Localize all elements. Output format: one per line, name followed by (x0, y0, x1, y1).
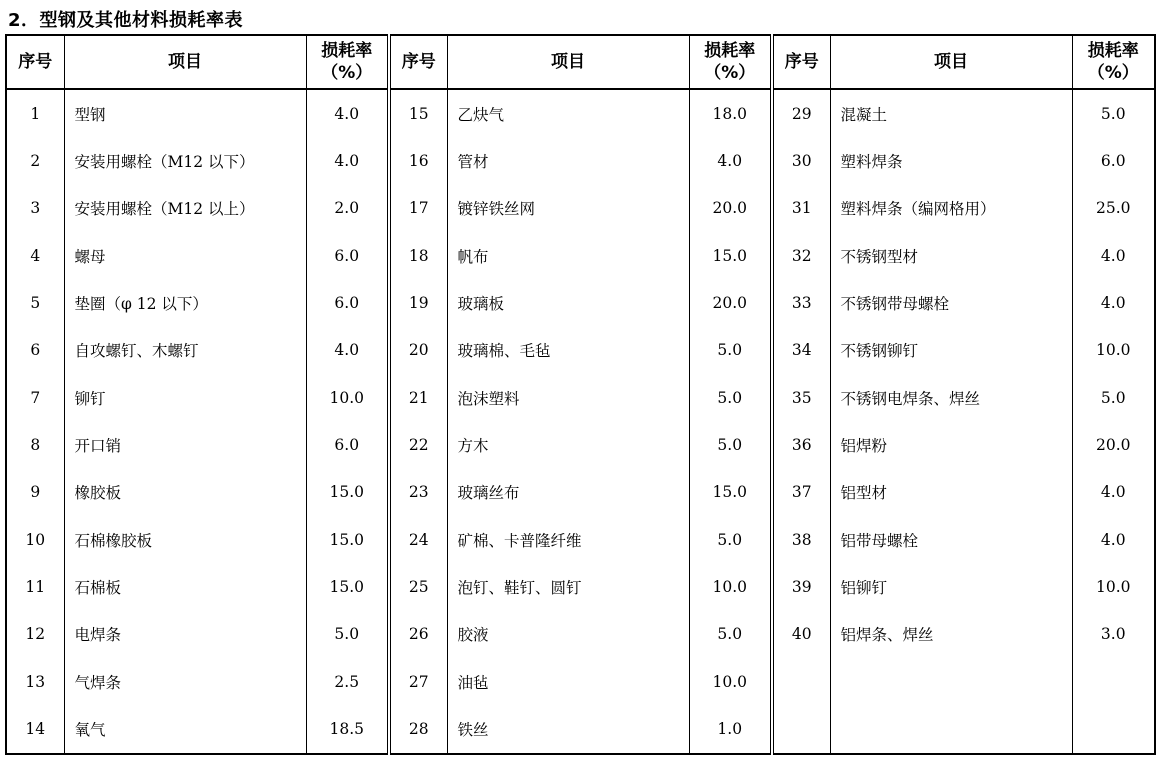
loss-rate: 4.0 (1072, 516, 1155, 563)
row-number: 40 (772, 611, 830, 658)
item-name: 泡沫塑料 (447, 374, 689, 421)
item-name: 油毡 (447, 658, 689, 705)
row-number: 27 (389, 658, 447, 705)
item-name: 氧气 (64, 705, 306, 754)
item-name: 玻璃丝布 (447, 469, 689, 516)
header-rate (1072, 35, 1155, 89)
row-number: 30 (772, 137, 830, 184)
item-name: 气焊条 (64, 658, 306, 705)
header-rate-label: 损耗率 (704, 41, 756, 61)
row-number: 24 (389, 516, 447, 563)
item-name: 不锈钢带母螺栓 (830, 279, 1072, 326)
row-number: 12 (6, 611, 64, 658)
item-name: 铝型材 (830, 469, 1072, 516)
item-name: 帆布 (447, 232, 689, 279)
loss-rate: 15.0 (306, 516, 389, 563)
item-name: 混凝土 (830, 89, 1072, 137)
row-number: 38 (772, 516, 830, 563)
item-name: 胶液 (447, 611, 689, 658)
row-number: 17 (389, 185, 447, 232)
loss-rate: 6.0 (1072, 137, 1155, 184)
loss-rate: 2.5 (306, 658, 389, 705)
item-name: 不锈钢铆钉 (830, 327, 1072, 374)
row-number: 13 (6, 658, 64, 705)
item-name: 塑料焊条 (830, 137, 1072, 184)
loss-rate: 20.0 (689, 185, 772, 232)
row-number: 21 (389, 374, 447, 421)
loss-rate (1072, 705, 1155, 754)
row-number: 33 (772, 279, 830, 326)
loss-rate: 4.0 (1072, 279, 1155, 326)
item-name: 铝焊条、焊丝 (830, 611, 1072, 658)
row-number: 22 (389, 421, 447, 468)
loss-rate: 3.0 (1072, 611, 1155, 658)
loss-rate: 5.0 (689, 421, 772, 468)
header-rate (306, 35, 389, 89)
item-name: 开口销 (64, 421, 306, 468)
row-number: 4 (6, 232, 64, 279)
header-rate (689, 35, 772, 89)
loss-rate: 2.0 (306, 185, 389, 232)
table-row (6, 658, 1155, 705)
header-rate-unit: （%） (1087, 63, 1139, 83)
item-name: 乙炔气 (447, 89, 689, 137)
loss-rate: 6.0 (306, 279, 389, 326)
item-name: 石棉橡胶板 (64, 516, 306, 563)
table-row (6, 327, 1155, 374)
row-number: 29 (772, 89, 830, 137)
table-row (6, 185, 1155, 232)
loss-rate: 20.0 (689, 279, 772, 326)
loss-rate (1072, 658, 1155, 705)
row-number: 34 (772, 327, 830, 374)
item-name: 垫圈（φ 12 以下） (64, 279, 306, 326)
row-number: 37 (772, 469, 830, 516)
loss-rate: 4.0 (689, 137, 772, 184)
table-row (6, 232, 1155, 279)
item-name: 铝焊粉 (830, 421, 1072, 468)
loss-rate: 18.0 (689, 89, 772, 137)
row-number: 39 (772, 563, 830, 610)
item-name: 电焊条 (64, 611, 306, 658)
loss-rate: 5.0 (306, 611, 389, 658)
row-number: 31 (772, 185, 830, 232)
loss-rate: 10.0 (1072, 563, 1155, 610)
item-name: 铆钉 (64, 374, 306, 421)
row-number: 23 (389, 469, 447, 516)
table-row (6, 705, 1155, 754)
row-number (772, 705, 830, 754)
loss-rate: 4.0 (1072, 232, 1155, 279)
item-name: 泡钉、鞋钉、圆钉 (447, 563, 689, 610)
row-number: 9 (6, 469, 64, 516)
row-number: 3 (6, 185, 64, 232)
loss-rate: 4.0 (306, 327, 389, 374)
item-name: 玻璃板 (447, 279, 689, 326)
loss-rate: 6.0 (306, 232, 389, 279)
loss-rate: 5.0 (1072, 89, 1155, 137)
header-item: 项目 (830, 35, 1072, 89)
item-name: 螺母 (64, 232, 306, 279)
loss-rate: 15.0 (689, 469, 772, 516)
page-title: 2．型钢及其他材料损耗率表 (8, 10, 244, 31)
loss-rate: 10.0 (689, 658, 772, 705)
item-name: 石棉板 (64, 563, 306, 610)
item-name: 铝带母螺栓 (830, 516, 1072, 563)
table-row (6, 563, 1155, 610)
header-rate-label: 损耗率 (1087, 41, 1139, 61)
item-name: 安装用螺栓（M12 以下） (64, 137, 306, 184)
header-no: 序号 (389, 35, 447, 89)
row-number (772, 658, 830, 705)
loss-rate: 5.0 (689, 611, 772, 658)
table-row (6, 611, 1155, 658)
table-row (6, 137, 1155, 184)
loss-rate: 4.0 (306, 89, 389, 137)
item-name: 塑料焊条（编网格用） (830, 185, 1072, 232)
loss-rate: 18.5 (306, 705, 389, 754)
row-number: 5 (6, 279, 64, 326)
item-name: 不锈钢型材 (830, 232, 1072, 279)
item-name (830, 705, 1072, 754)
row-number: 28 (389, 705, 447, 754)
item-name: 自攻螺钉、木螺钉 (64, 327, 306, 374)
item-name (830, 658, 1072, 705)
loss-rate: 10.0 (1072, 327, 1155, 374)
item-name: 铁丝 (447, 705, 689, 754)
item-name: 管材 (447, 137, 689, 184)
table-row (6, 374, 1155, 421)
table-row (6, 89, 1155, 137)
item-name: 矿棉、卡普隆纤维 (447, 516, 689, 563)
item-name: 铝铆钉 (830, 563, 1072, 610)
row-number: 32 (772, 232, 830, 279)
row-number: 8 (6, 421, 64, 468)
loss-rate: 15.0 (689, 232, 772, 279)
header-row (6, 35, 1155, 89)
row-number: 10 (6, 516, 64, 563)
row-number: 6 (6, 327, 64, 374)
loss-rate: 15.0 (306, 563, 389, 610)
loss-rate: 4.0 (1072, 469, 1155, 516)
header-item: 项目 (447, 35, 689, 89)
item-name: 方木 (447, 421, 689, 468)
header-rate-label: 损耗率 (321, 41, 373, 61)
header-rate-unit: （%） (704, 63, 756, 83)
row-number: 25 (389, 563, 447, 610)
loss-rate: 20.0 (1072, 421, 1155, 468)
row-number: 16 (389, 137, 447, 184)
row-number: 35 (772, 374, 830, 421)
row-number: 20 (389, 327, 447, 374)
row-number: 2 (6, 137, 64, 184)
loss-rate: 1.0 (689, 705, 772, 754)
row-number: 18 (389, 232, 447, 279)
loss-rate: 10.0 (306, 374, 389, 421)
loss-rate: 5.0 (689, 516, 772, 563)
header-no: 序号 (772, 35, 830, 89)
item-name: 橡胶板 (64, 469, 306, 516)
table-row (6, 279, 1155, 326)
header-rate-unit: （%） (321, 63, 373, 83)
loss-rate: 5.0 (689, 374, 772, 421)
item-name: 镀锌铁丝网 (447, 185, 689, 232)
item-name: 玻璃棉、毛毡 (447, 327, 689, 374)
item-name: 型钢 (64, 89, 306, 137)
row-number: 19 (389, 279, 447, 326)
row-number: 36 (772, 421, 830, 468)
header-item: 项目 (64, 35, 306, 89)
loss-rate: 10.0 (689, 563, 772, 610)
loss-rate: 5.0 (689, 327, 772, 374)
loss-rate: 5.0 (1072, 374, 1155, 421)
loss-rate-table (5, 34, 1156, 755)
loss-rate: 15.0 (306, 469, 389, 516)
table-row (6, 469, 1155, 516)
row-number: 14 (6, 705, 64, 754)
row-number: 11 (6, 563, 64, 610)
loss-rate: 25.0 (1072, 185, 1155, 232)
row-number: 26 (389, 611, 447, 658)
loss-rate: 4.0 (306, 137, 389, 184)
item-name: 不锈钢电焊条、焊丝 (830, 374, 1072, 421)
table-row (6, 421, 1155, 468)
header-no: 序号 (6, 35, 64, 89)
row-number: 7 (6, 374, 64, 421)
loss-rate: 6.0 (306, 421, 389, 468)
item-name: 安装用螺栓（M12 以上） (64, 185, 306, 232)
row-number: 15 (389, 89, 447, 137)
table-row (6, 516, 1155, 563)
row-number: 1 (6, 89, 64, 137)
